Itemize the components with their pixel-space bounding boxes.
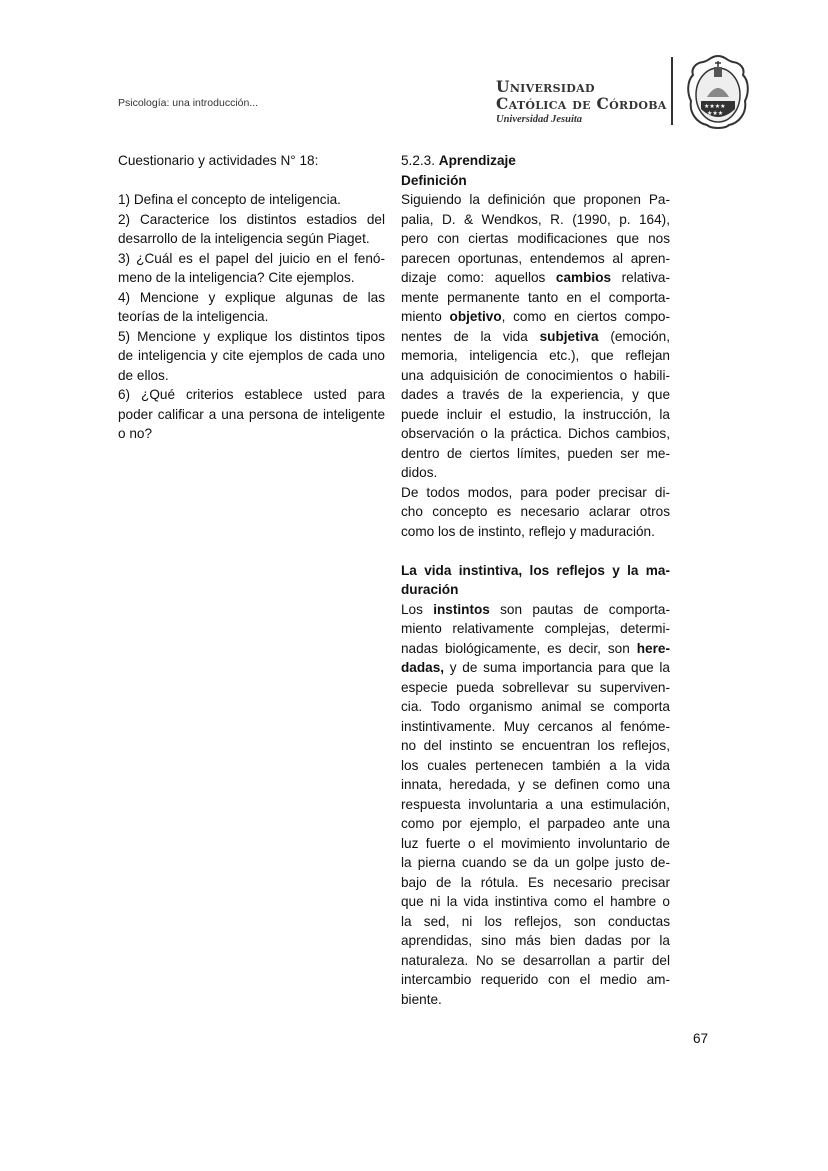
text-line: o no?	[118, 426, 153, 441]
paragraph	[401, 483, 670, 542]
bold-text: La vida instintiva, los reflejos y la ma-	[401, 562, 670, 578]
questionnaire-column	[118, 151, 385, 444]
text-line: 1) Defina el concepto de inteligencia.	[118, 192, 341, 207]
text-line: pero con ciertas modificaciones que nos	[401, 231, 670, 246]
text-line: que ni la vida instintiva como el hambre o	[401, 894, 670, 909]
text-line	[401, 600, 670, 620]
text-line: cho concepto es necesario aclarar otros	[401, 504, 670, 519]
text-line	[401, 171, 670, 191]
paragraph	[401, 600, 670, 1010]
bold-text: objetivo	[449, 309, 502, 324]
bold-text: Aprendizaje	[438, 153, 516, 168]
svg-text:★★★★: ★★★★	[704, 103, 726, 110]
paragraph	[401, 171, 670, 191]
text-line: los cuales pertenecen también a la vida	[401, 757, 670, 773]
text-line: poder calificar a una persona de inteligente	[118, 406, 385, 422]
text-line: innata, heredada, y se definen como una	[401, 777, 670, 792]
text-line: 3) ¿Cuál es el papel del juicio en el fenó-	[118, 250, 385, 266]
text-segment: y de suma importancia para que la	[444, 660, 670, 675]
text-line: instintivamente. Muy cercanos al fenóme-	[401, 718, 670, 734]
text-line	[401, 327, 670, 347]
text-line: 5) Mencione y explique los distintos tipos	[118, 328, 385, 344]
paragraph	[118, 190, 385, 210]
text-line: Cuestionario y actividades N° 18:	[118, 153, 319, 168]
university-name-line2: Católica de Córdoba	[496, 94, 667, 113]
text-line: 4) Mencione y explique algunas de las	[118, 289, 385, 305]
text-segment: (emoción,	[598, 328, 670, 344]
bold-text: subjetiva	[539, 328, 599, 344]
university-seal-icon	[683, 53, 753, 131]
text-line: como los de instinto, reflejo y maduración.	[401, 523, 655, 539]
text-line: Siguiendo la definición que proponen Pa-	[401, 192, 670, 207]
paragraph	[118, 288, 385, 327]
paragraph	[118, 327, 385, 386]
bold-text: here-	[636, 640, 670, 656]
text-segment: son pautas de comporta-	[489, 601, 670, 617]
text-line	[401, 639, 670, 659]
text-line: miento relativamente complejas, determi-	[401, 621, 670, 636]
text-line	[401, 307, 670, 327]
text-line: la pierna cuando se da un golpe justo de-	[401, 855, 670, 870]
bold-text: Definición	[401, 172, 467, 188]
paragraph	[118, 249, 385, 288]
text-line: desarrollo de la inteligencia según Piaget.	[118, 231, 370, 246]
text-line: biente.	[401, 991, 442, 1007]
logo-divider	[671, 57, 673, 125]
text-segment: nentes de la vida	[401, 328, 540, 344]
text-line: luz fuerte o el movimiento involuntario de	[401, 835, 670, 851]
bold-text: duración	[401, 582, 459, 597]
text-segment: Los	[401, 601, 434, 617]
text-line: especie pueda sobrellevar su superviven-	[401, 679, 670, 695]
bold-text: cambios	[555, 270, 612, 285]
text-segment: miento	[401, 309, 450, 324]
text-segment: 5.2.3.	[401, 153, 439, 168]
paragraph	[401, 541, 670, 561]
text-segment: dizaje como: aquellos	[401, 270, 556, 285]
text-line: dades a través de la experiencia, y que	[401, 387, 670, 402]
bold-text: instintos	[433, 601, 490, 617]
text-line: dentro de ciertos límites, pueden ser me-	[401, 445, 670, 461]
text-line: puede incluir el estudio, la instrucción, la	[401, 406, 670, 422]
text-line: memoria, inteligencia etc.), que reflejan	[401, 348, 670, 363]
text-line: naturaleza. No se desarrollan a partir del	[401, 952, 670, 968]
text-line: de ellos.	[118, 367, 169, 383]
university-tagline: Universidad Jesuita	[496, 114, 583, 125]
paragraph	[118, 151, 385, 171]
text-line: meno de la inteligencia? Cite ejemplos.	[118, 270, 355, 285]
text-line: observación o la práctica. Dichos cambios,	[401, 426, 670, 441]
text-line	[401, 658, 670, 678]
text-line: respuesta involuntaria a una estimulación,	[401, 796, 670, 812]
bold-text: dadas,	[401, 660, 445, 675]
text-line: mente permanente tanto en el comporta-	[401, 289, 670, 305]
text-line	[118, 171, 385, 191]
text-line: como por ejemplo, el parpadeo ante una	[401, 816, 670, 831]
text-line	[401, 268, 670, 288]
text-line: De todos modos, para poder precisar di-	[401, 484, 670, 500]
text-line: una adquisición de conocimientos o habili-	[401, 367, 670, 383]
text-line: bajo de la rótula. Es necesario precisar	[401, 874, 670, 890]
text-line: aprendidas, sino más bien dadas por la	[401, 933, 670, 948]
text-line: parecen oportunas, entendemos al apren-	[401, 250, 670, 266]
text-line: cia. Todo organismo animal se comporta	[401, 699, 670, 714]
text-segment: relativa-	[611, 270, 670, 285]
text-line: 6) ¿Qué criterios establece usted para	[118, 387, 385, 402]
text-line: no del instinto se encuentran los reflejos,	[401, 738, 670, 753]
text-line: de inteligencia y cite ejemplos de cada uno	[118, 348, 385, 363]
paragraph	[401, 151, 670, 171]
paragraph	[118, 171, 385, 191]
university-name-line1: Universidad	[496, 77, 595, 96]
text-line: intercambio requerido con el medio am-	[401, 972, 670, 987]
text-segment: nadas biológicamente, es decir, son	[401, 640, 637, 656]
text-line	[401, 541, 670, 561]
paragraph	[118, 385, 385, 444]
running-header-title: Psicología: una introducción...	[118, 97, 259, 109]
text-line: didos.	[401, 465, 438, 480]
text-line: palia, D. & Wendkos, R. (1990, p. 164),	[401, 211, 670, 227]
svg-text:★★★: ★★★	[707, 110, 724, 117]
text-line: teorías de la inteligencia.	[118, 309, 269, 324]
text-line: la sed, ni los reflejos, son conductas	[401, 913, 670, 929]
text-segment: , como en ciertos compo-	[501, 309, 670, 324]
paragraph	[118, 210, 385, 249]
page-number: 67	[693, 1031, 709, 1046]
text-line	[401, 580, 670, 600]
university-logo-text	[496, 78, 667, 128]
text-line	[401, 561, 670, 581]
learning-section-column	[401, 151, 670, 1009]
paragraph	[401, 561, 670, 600]
text-line: 2) Caracterice los distintos estadios del	[118, 211, 385, 227]
text-line	[401, 151, 670, 171]
paragraph	[401, 190, 670, 483]
